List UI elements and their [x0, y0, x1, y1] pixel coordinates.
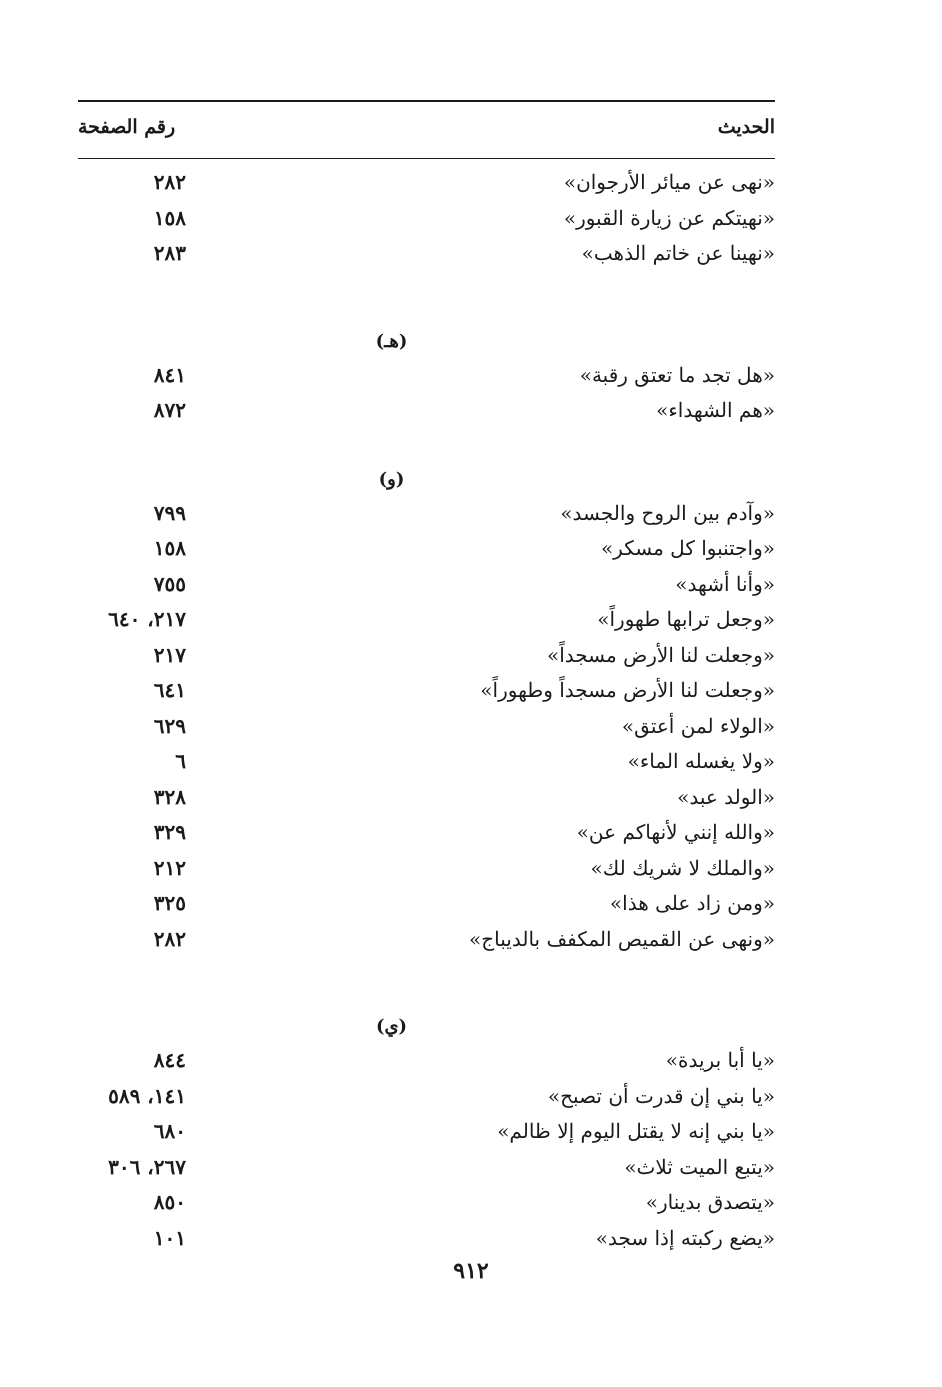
- list-item: [78, 674, 775, 710]
- list-item: [78, 710, 775, 746]
- hadith-text: «يتصدق بدينار»: [645, 1190, 775, 1214]
- page-ref: ٣٢٨: [153, 784, 186, 809]
- page-number-column-header: رقم الصفحة: [78, 116, 176, 138]
- list-item: [78, 237, 775, 273]
- list-item: [78, 1151, 775, 1187]
- section-nun-continued: [78, 166, 775, 273]
- hadith-text: «يتبع الميت ثلاث»: [624, 1154, 775, 1179]
- section-ya: [78, 1010, 775, 1257]
- hadith-text: «يا بني إن قدرت أن تصبح»: [547, 1083, 775, 1108]
- page-ref: ٨٥٠: [153, 1190, 186, 1214]
- page-ref: ٣٢٩: [153, 820, 186, 844]
- page-ref: ١٥٨: [153, 536, 186, 560]
- hadith-text: «يا أبا بريدة»: [665, 1048, 775, 1072]
- hadith-text: «هل تجد ما تعتق رقبة»: [579, 362, 775, 387]
- page-ref: ٦٢٩: [153, 713, 186, 738]
- list-item: [78, 923, 775, 959]
- page-number: ٩١٢: [453, 1258, 489, 1284]
- section-waw: [78, 463, 775, 959]
- list-item: [78, 202, 775, 238]
- list-item: [78, 1044, 775, 1080]
- table-header: [78, 112, 775, 148]
- hadith-text: «وآدم بين الروح والجسد»: [560, 500, 775, 525]
- page-ref: ٨٧٢: [153, 398, 186, 422]
- page-ref: ٧٥٥: [153, 571, 186, 596]
- list-item: [78, 639, 775, 675]
- page-ref: ٨٤١: [153, 362, 186, 387]
- hadith-text: «وجعلت لنا الأرض مسجداً»: [546, 642, 775, 667]
- page-ref: ١٤١، ٥٨٩: [108, 1083, 186, 1108]
- list-item: [78, 359, 775, 395]
- hadith-text: «وأنا أشهد»: [675, 571, 775, 596]
- section-letter: (و): [378, 468, 405, 490]
- hadith-column-header: الحديث: [717, 116, 775, 138]
- section-ha: [78, 325, 775, 430]
- hadith-index: [78, 166, 775, 1257]
- hadith-text: «وجعل ترابها طهوراً»: [597, 607, 775, 631]
- page-ref: ٦٤١: [153, 678, 186, 702]
- page-ref: ٣٢٥: [153, 891, 186, 915]
- hadith-text: «واجتنبوا كل مسكر»: [600, 536, 775, 560]
- hadith-text: «الولاء لمن أعتق»: [621, 713, 775, 738]
- hadith-text: «يضع ركبته إذا سجد»: [595, 1225, 775, 1250]
- list-item: [78, 532, 775, 568]
- hadith-text: «ومن زاد على هذا»: [609, 891, 775, 915]
- hadith-text: «نهيتكم عن زيارة القبور»: [563, 205, 775, 230]
- page-ref: ٢١٢: [153, 855, 186, 880]
- hadith-text: «ونهى عن القميص المكفف بالديباج»: [469, 926, 775, 951]
- page-ref: ١٠١: [153, 1225, 186, 1250]
- list-item: [78, 1080, 775, 1116]
- section-letter: (ي): [375, 1016, 408, 1037]
- hadith-text: «ولا يغسله الماء»: [627, 749, 775, 773]
- page-ref: ١٥٨: [153, 205, 186, 230]
- list-item: [78, 887, 775, 923]
- hadith-text: «وجعلت لنا الأرض مسجداً وطهوراً»: [480, 678, 775, 702]
- page-ref: ٦٨٠: [153, 1119, 186, 1143]
- hadith-text: «الولد عبد»: [677, 784, 775, 809]
- page-ref: ٢١٧، ٦٤٠: [108, 607, 186, 631]
- list-item: [78, 603, 775, 639]
- list-item: [78, 1186, 775, 1222]
- hadith-text: «والملك لا شريك لك»: [590, 855, 775, 880]
- list-item: [78, 781, 775, 817]
- page-ref: ٨٤٤: [153, 1048, 186, 1072]
- hadith-text: «هم الشهداء»: [656, 398, 775, 422]
- header-rule: [78, 158, 775, 159]
- list-item: [78, 745, 775, 781]
- list-item: [78, 568, 775, 604]
- list-item: [78, 852, 775, 888]
- hadith-text: «نهى عن ميائر الأرجوان»: [563, 170, 775, 194]
- list-item: [78, 497, 775, 533]
- page-ref: ٢٨٣: [153, 241, 186, 265]
- hadith-text: «نهينا عن خاتم الذهب»: [581, 241, 775, 265]
- list-item: [78, 166, 775, 202]
- list-item: [78, 1115, 775, 1151]
- page-ref: ٦: [175, 749, 186, 773]
- page-ref: ٢٨٢: [153, 926, 186, 951]
- top-rule: [78, 100, 775, 102]
- list-item: [78, 816, 775, 852]
- hadith-text: «يا بني إنه لا يقتل اليوم إلا ظالم»: [497, 1119, 775, 1143]
- page-ref: ٢١٧: [153, 642, 186, 667]
- page-ref: ٢٦٧، ٣٠٦: [108, 1154, 186, 1179]
- section-letter: (هـ): [375, 330, 408, 352]
- list-item: [78, 1222, 775, 1258]
- page-ref: ٧٩٩: [153, 500, 186, 525]
- hadith-text: «والله إنني لأنهاكم عن»: [576, 820, 775, 844]
- page-ref: ٢٨٢: [153, 170, 186, 194]
- list-item: [78, 394, 775, 430]
